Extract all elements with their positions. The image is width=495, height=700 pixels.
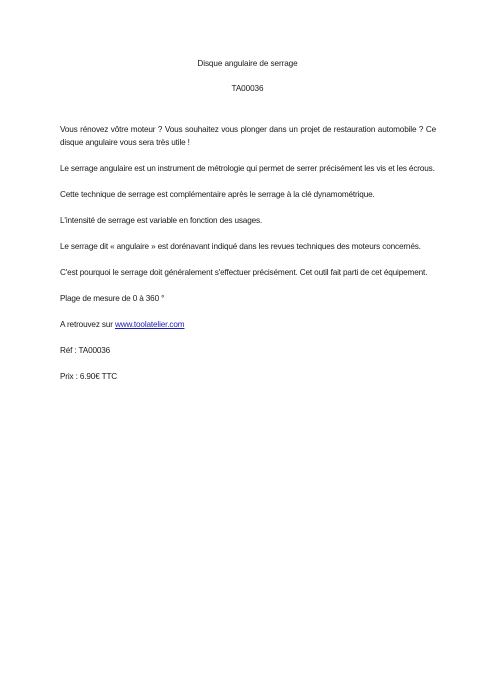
paragraph-precision: C'est pourquoi le serrage doit généralement s'effectuer précisément. Cet outil fait parti de cet équipement. xyxy=(60,268,428,277)
paragraph-technique: Cette technique de serrage est complémentaire après le serrage à la clé dynamométrique. xyxy=(60,190,375,199)
paragraph-intensity: L'intensité de serrage est variable en fonction des usages. xyxy=(60,216,263,225)
paragraph-intro: Vous rénovez vôtre moteur ? Vous souhaitez vous plonger dans un projet de restauration automobile ? Ce disque angulaire vous sera très utile ! xyxy=(60,125,436,147)
paragraph-angular: Le serrage dit « angulaire » est dorénavant indiqué dans les revues techniques des moteurs concernés. xyxy=(60,242,421,251)
document-body xyxy=(60,123,436,396)
paragraph-definition: Le serrage angulaire est un instrument de métrologie qui permet de serrer précisément les vis et les écrous. xyxy=(60,164,435,173)
document-reference-code: TA00036 xyxy=(231,84,264,93)
find-us-prefix: A retrouvez sur xyxy=(60,320,115,329)
paragraph-measure-range: Plage de mesure de 0 à 360 ° xyxy=(60,294,165,303)
paragraph-price: Prix : 6.90€ TTC xyxy=(60,372,118,381)
document-title: Disque angulaire de serrage xyxy=(197,59,298,68)
paragraph-reference: Réf : TA00036 xyxy=(60,346,111,355)
website-link[interactable]: www.toolatelier.com xyxy=(114,320,185,329)
paragraph-find-us xyxy=(60,318,436,331)
